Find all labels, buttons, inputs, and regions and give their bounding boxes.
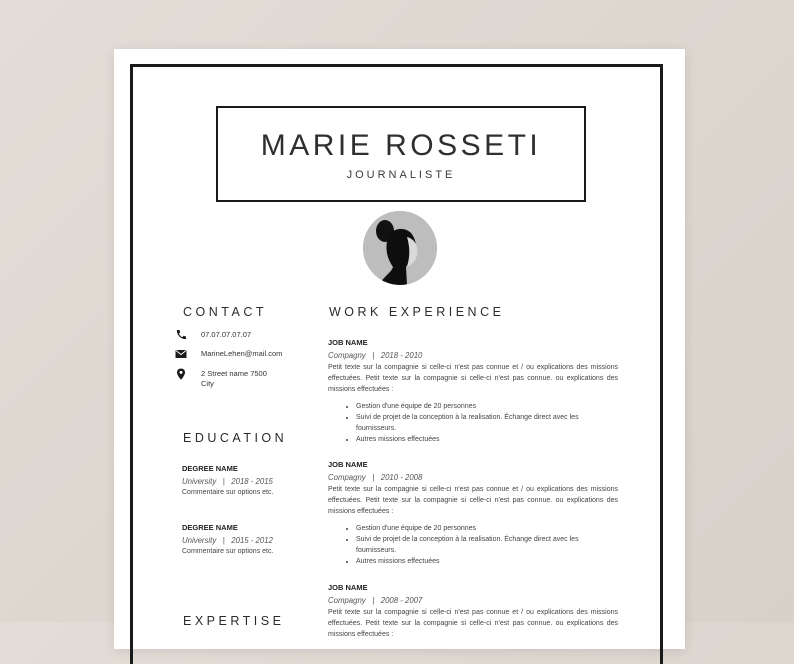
job-company-line [328,595,618,606]
job-bullet: • Autres missions effectuées [356,434,618,445]
resume-name: MARIE ROSSETI [260,129,542,162]
resume-sheet [114,49,685,649]
expertise-heading: EXPERTISE [183,614,285,628]
separator: | [372,473,375,482]
degree-name: DEGREE NAME [182,464,238,473]
job-company-line [328,350,618,361]
school-name: University [182,477,217,486]
phone-icon [175,329,187,341]
job-entry [328,583,618,640]
profile-photo [363,211,437,285]
education-item [182,464,297,498]
address-line-1: 2 Street name 7500 [201,369,267,378]
education-item [182,523,297,557]
work-heading: WORK EXPERIENCE [329,305,505,319]
degree-years: 2018 - 2015 [231,477,273,486]
job-entry [328,338,618,445]
job-years: 2018 - 2010 [380,351,423,360]
name-box [216,106,586,202]
separator: | [372,596,375,605]
job-bullet: • Gestion d'une équipe de 20 personnes [356,401,618,412]
profile-silhouette [363,211,437,285]
map-pin-icon [175,368,187,380]
job-title: JOB NAME [328,460,368,469]
degree-school-line [182,476,297,487]
job-bullet: • Gestion d'une équipe de 20 personnes [356,523,618,534]
resume-role: JOURNALISTE [346,169,456,181]
job-bullet: • Suivi de projet de la conception à la realisation. Échange direct avec les fournisseurs. [356,534,618,556]
company-name: Compagny [328,473,366,482]
degree-school-line [182,535,297,546]
separator: | [222,536,225,545]
degree-name: DEGREE NAME [182,523,238,532]
job-years: 2010 - 2008 [380,473,423,482]
job-bullet: • Autres missions effectuées [356,556,618,567]
job-title: JOB NAME [328,338,368,347]
degree-note: Commentaire sur options etc. [182,548,274,555]
job-description: Petit texte sur la compagnie si celle-ci n'est pas connue et / ou explications des missions effectuées. Petit texte sur la compagnie si celle-ci n'est pas connue. ou explications des missions effectuées : [328,364,618,393]
job-description: Petit texte sur la compagnie si celle-ci n'est pas connue et / ou explications des missions effectuées. Petit texte sur la compagnie si celle-ci n'est pas connue. ou explications des missions effectuées : [328,486,618,515]
separator: | [372,351,375,360]
job-description: Petit texte sur la compagnie si celle-ci n'est pas connue et / ou explications des missions effectuées. Petit texte sur la compagnie si celle-ci n'est pas connue. ou explications des missions effectuées : [328,609,618,638]
school-name: University [182,536,217,545]
envelope-icon [175,348,187,360]
contact-heading: CONTACT [183,305,267,319]
company-name: Compagny [328,351,366,360]
job-bullet: • Suivi de projet de la conception à la realisation. Échange direct avec les fournisseurs. [356,412,618,434]
degree-note: Commentaire sur options etc. [182,489,274,496]
job-company-line [328,472,618,483]
degree-years: 2015 - 2012 [231,536,273,545]
education-heading: EDUCATION [183,431,288,445]
phone-text: 07.07.07.07.07 [201,330,252,339]
company-name: Compagny [328,596,366,605]
job-bullets [328,401,618,445]
job-entry [328,460,618,567]
separator: | [222,477,225,486]
job-years: 2008 - 2007 [380,596,423,605]
job-bullets [328,523,618,567]
address-line-2: City [201,379,214,388]
job-title: JOB NAME [328,583,368,592]
email-text: MarineLehen@mail.com [201,349,283,358]
address-text [201,369,291,389]
